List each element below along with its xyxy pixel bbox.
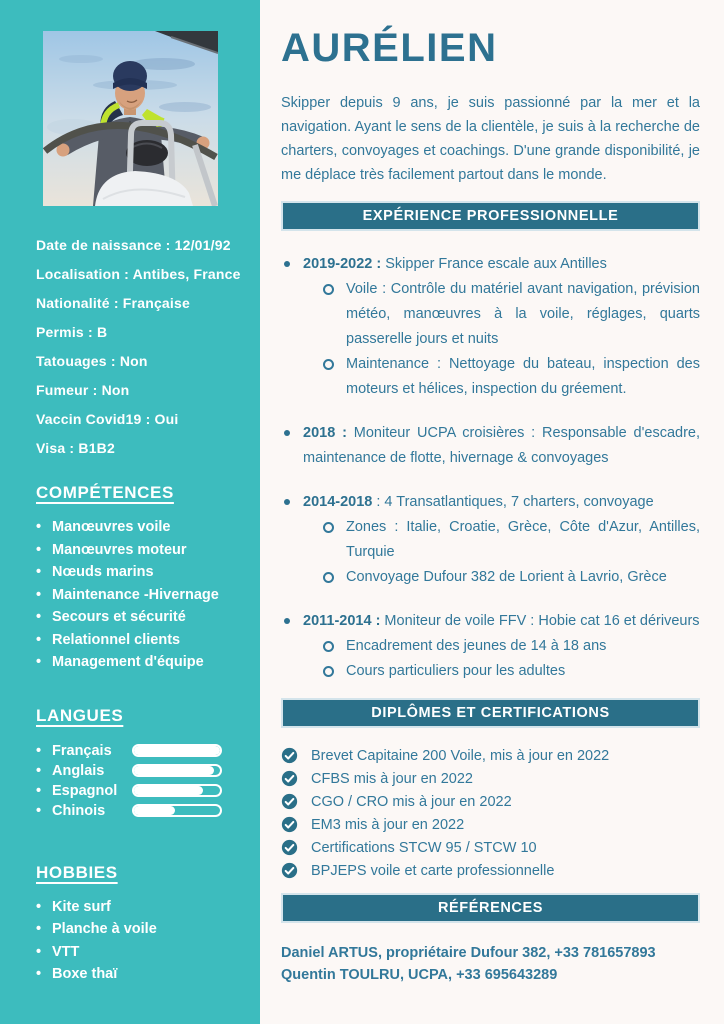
language-label: Chinois <box>52 802 106 819</box>
experience-section-header: EXPÉRIENCE PROFESSIONNELLE <box>281 201 700 231</box>
main-content <box>260 0 724 1024</box>
skipper-photo-illustration <box>43 31 218 206</box>
experience-subitem-text: Zones : Italie, Croatie, Grèce, Côte d'Azur, Antilles, Turquie <box>346 519 700 560</box>
personal-info-line: Localisation : Antibes, France <box>36 266 241 282</box>
competence-item <box>36 606 246 629</box>
hobbies-heading: HOBBIES <box>36 862 118 882</box>
diploma-label: Certifications STCW 95 / STCW 10 <box>311 839 537 856</box>
competences-list <box>36 516 246 674</box>
experience-line <box>303 421 700 471</box>
diploma-label: EM3 mis à jour en 2022 <box>311 816 465 833</box>
reference-line: Daniel ARTUS, propriétaire Dufour 382, +33 781657893 <box>281 945 656 961</box>
language-level-bar <box>132 784 222 797</box>
diploma-label: Brevet Capitaine 200 Voile, mis à jour en 2022 <box>311 747 610 764</box>
bullet-icon <box>284 430 290 436</box>
bullet-icon: • <box>36 762 42 779</box>
hobby-label: Planche à voile <box>52 921 157 937</box>
competence-item <box>36 629 246 652</box>
experience-line <box>303 252 700 277</box>
competence-label: Nœuds marins <box>52 564 154 580</box>
experience-subitem-text: Encadrement des jeunes de 14 à 18 ans <box>346 638 607 654</box>
experience-subitem-text: Maintenance : Nettoyage du bateau, inspection des moteurs et hélices, inspection du gréement. <box>346 356 700 397</box>
intro-paragraph: Skipper depuis 9 ans, je suis passionné par la mer et la navigation. Ayant le sens de la clientèle, je suis à la recherche de charters, convoyages et coachings. D'une grande disponibilité, je me déplace très facilement partout dans le monde. <box>281 95 700 183</box>
personal-info <box>36 231 242 463</box>
experience-subitem <box>323 634 700 659</box>
sub-bullet-icon <box>323 359 334 370</box>
check-circle-icon <box>281 816 298 833</box>
competence-item <box>36 651 246 674</box>
bullet-icon <box>284 499 290 505</box>
experience-body <box>303 252 700 402</box>
language-level-fill <box>134 786 203 795</box>
sub-bullet-icon <box>323 284 334 295</box>
diploma-item <box>281 839 700 856</box>
personal-info-line: Permis : B <box>36 324 108 340</box>
language-level-bar <box>132 804 222 817</box>
personal-info-line: Fumeur : Non <box>36 382 130 398</box>
language-level-bar <box>132 744 222 757</box>
experience-line <box>303 490 700 515</box>
diploma-item <box>281 747 700 764</box>
experience-body <box>303 609 700 684</box>
experience-sublist <box>303 634 700 684</box>
experience-sublist <box>303 515 700 590</box>
diplomas-section-header: DIPLÔMES ET CERTIFICATIONS <box>281 698 700 728</box>
language-label: Anglais <box>52 762 105 779</box>
experience-list <box>281 252 700 684</box>
sub-bullet-icon <box>323 572 334 583</box>
competence-label: Secours et sécurité <box>52 609 186 625</box>
experience-text: : 4 Transatlantiques, 7 charters, convoyage <box>372 494 654 510</box>
language-row <box>36 801 260 821</box>
personal-info-line: Tatouages : Non <box>36 353 148 369</box>
competence-label: Manœuvres moteur <box>52 541 187 558</box>
diploma-label: BPJEPS voile et carte professionnelle <box>311 862 555 879</box>
experience-subitem <box>323 565 700 590</box>
check-circle-icon <box>281 747 298 764</box>
experience-line <box>303 609 700 634</box>
language-level-fill <box>134 766 214 775</box>
references-list <box>281 942 700 986</box>
experience-text: Moniteur de voile FFV : Hobie cat 16 et dériveurs <box>380 613 700 629</box>
hobby-item <box>36 918 246 941</box>
diploma-item <box>281 793 700 810</box>
hobbies-list <box>36 896 246 986</box>
check-circle-icon <box>281 862 298 879</box>
sub-bullet-icon <box>323 666 334 677</box>
experience-subitem <box>323 352 700 402</box>
experience-period: 2019-2022 : <box>303 256 382 272</box>
diploma-item <box>281 770 700 787</box>
bullet-icon: • <box>36 609 42 625</box>
experience-subitem <box>323 515 700 565</box>
hobby-item <box>36 941 246 964</box>
diplomas-list <box>281 747 700 879</box>
bullet-icon: • <box>36 943 42 960</box>
sub-bullet-icon <box>323 522 334 533</box>
langues-list <box>36 741 260 821</box>
competence-label: Relationnel clients <box>52 631 181 648</box>
competence-label: Manœuvres voile <box>52 519 171 535</box>
language-row <box>36 761 260 781</box>
experience-period: 2014-2018 <box>303 494 373 510</box>
sidebar <box>0 0 260 1024</box>
competence-item <box>36 539 246 562</box>
experience-item <box>281 252 700 402</box>
hobby-label: Boxe thaï <box>52 966 118 982</box>
experience-sublist <box>303 277 700 402</box>
hobby-label: VTT <box>52 943 80 960</box>
bullet-icon: • <box>36 631 42 648</box>
experience-subitem <box>323 659 700 684</box>
hobby-label: Kite surf <box>52 898 111 915</box>
sub-bullet-icon <box>323 641 334 652</box>
competence-item <box>36 516 246 539</box>
page-title: AURÉLIEN <box>281 26 498 70</box>
bullet-icon: • <box>36 654 42 670</box>
bullet-icon <box>284 618 290 624</box>
bullet-icon: • <box>36 966 42 982</box>
bullet-icon: • <box>36 802 42 819</box>
diploma-label: CFBS mis à jour en 2022 <box>311 770 473 787</box>
experience-item <box>281 490 700 590</box>
experience-period: 2018 : <box>303 425 347 441</box>
bullet-icon: • <box>36 541 42 558</box>
bullet-icon: • <box>36 782 42 799</box>
bullet-icon <box>284 261 290 267</box>
bullet-icon: • <box>36 742 42 759</box>
competences-heading: COMPÉTENCES <box>36 483 174 502</box>
check-circle-icon <box>281 793 298 810</box>
language-label: Espagnol <box>52 782 118 799</box>
competence-label: Management d'équipe <box>52 654 204 670</box>
references-section-header: RÉFÉRENCES <box>281 893 700 923</box>
experience-item <box>281 421 700 471</box>
hobby-item <box>36 896 246 919</box>
check-circle-icon <box>281 839 298 856</box>
experience-subitem <box>323 277 700 352</box>
experience-body <box>303 421 700 471</box>
language-level-fill <box>134 806 175 815</box>
personal-info-line: Nationalité : Française <box>36 295 190 311</box>
bullet-icon: • <box>36 921 42 937</box>
diploma-label: CGO / CRO mis à jour en 2022 <box>311 793 512 810</box>
reference-line: Quentin TOULRU, UCPA, +33 695643289 <box>281 967 558 983</box>
experience-text: Skipper France escale aux Antilles <box>381 256 607 272</box>
langues-heading: LANGUES <box>36 705 124 725</box>
language-level-bar <box>132 764 222 777</box>
competence-label: Maintenance -Hivernage <box>52 586 219 603</box>
diploma-item <box>281 816 700 833</box>
experience-text: Moniteur UCPA croisières : Responsable d'escadre, maintenance de flotte, hivernage & convoyages <box>303 425 700 466</box>
bullet-icon: • <box>36 586 42 603</box>
bullet-icon: • <box>36 519 42 535</box>
check-circle-icon <box>281 770 298 787</box>
experience-body <box>303 490 700 590</box>
competence-item <box>36 561 246 584</box>
experience-subitem-text: Cours particuliers pour les adultes <box>346 663 566 679</box>
profile-photo <box>43 31 218 206</box>
experience-item <box>281 609 700 684</box>
experience-subitem-text: Voile : Contrôle du matériel avant navigation, prévision météo, manœuvres à la voile, réglages, quarts passerelle jours et nuits <box>346 281 700 347</box>
language-row <box>36 741 260 761</box>
experience-period: 2011-2014 : <box>303 613 381 629</box>
bullet-icon: • <box>36 564 42 580</box>
personal-info-line: Visa : B1B2 <box>36 440 115 456</box>
bullet-icon: • <box>36 898 42 915</box>
diploma-item <box>281 862 700 879</box>
language-row <box>36 781 260 801</box>
competence-item <box>36 584 246 607</box>
hobby-item <box>36 963 246 986</box>
language-level-fill <box>134 746 220 755</box>
personal-info-line: Date de naissance : 12/01/92 <box>36 237 231 253</box>
experience-subitem-text: Convoyage Dufour 382 de Lorient à Lavrio, Grèce <box>346 569 667 585</box>
personal-info-line: Vaccin Covid19 : Oui <box>36 411 179 427</box>
language-label: Français <box>52 742 112 759</box>
